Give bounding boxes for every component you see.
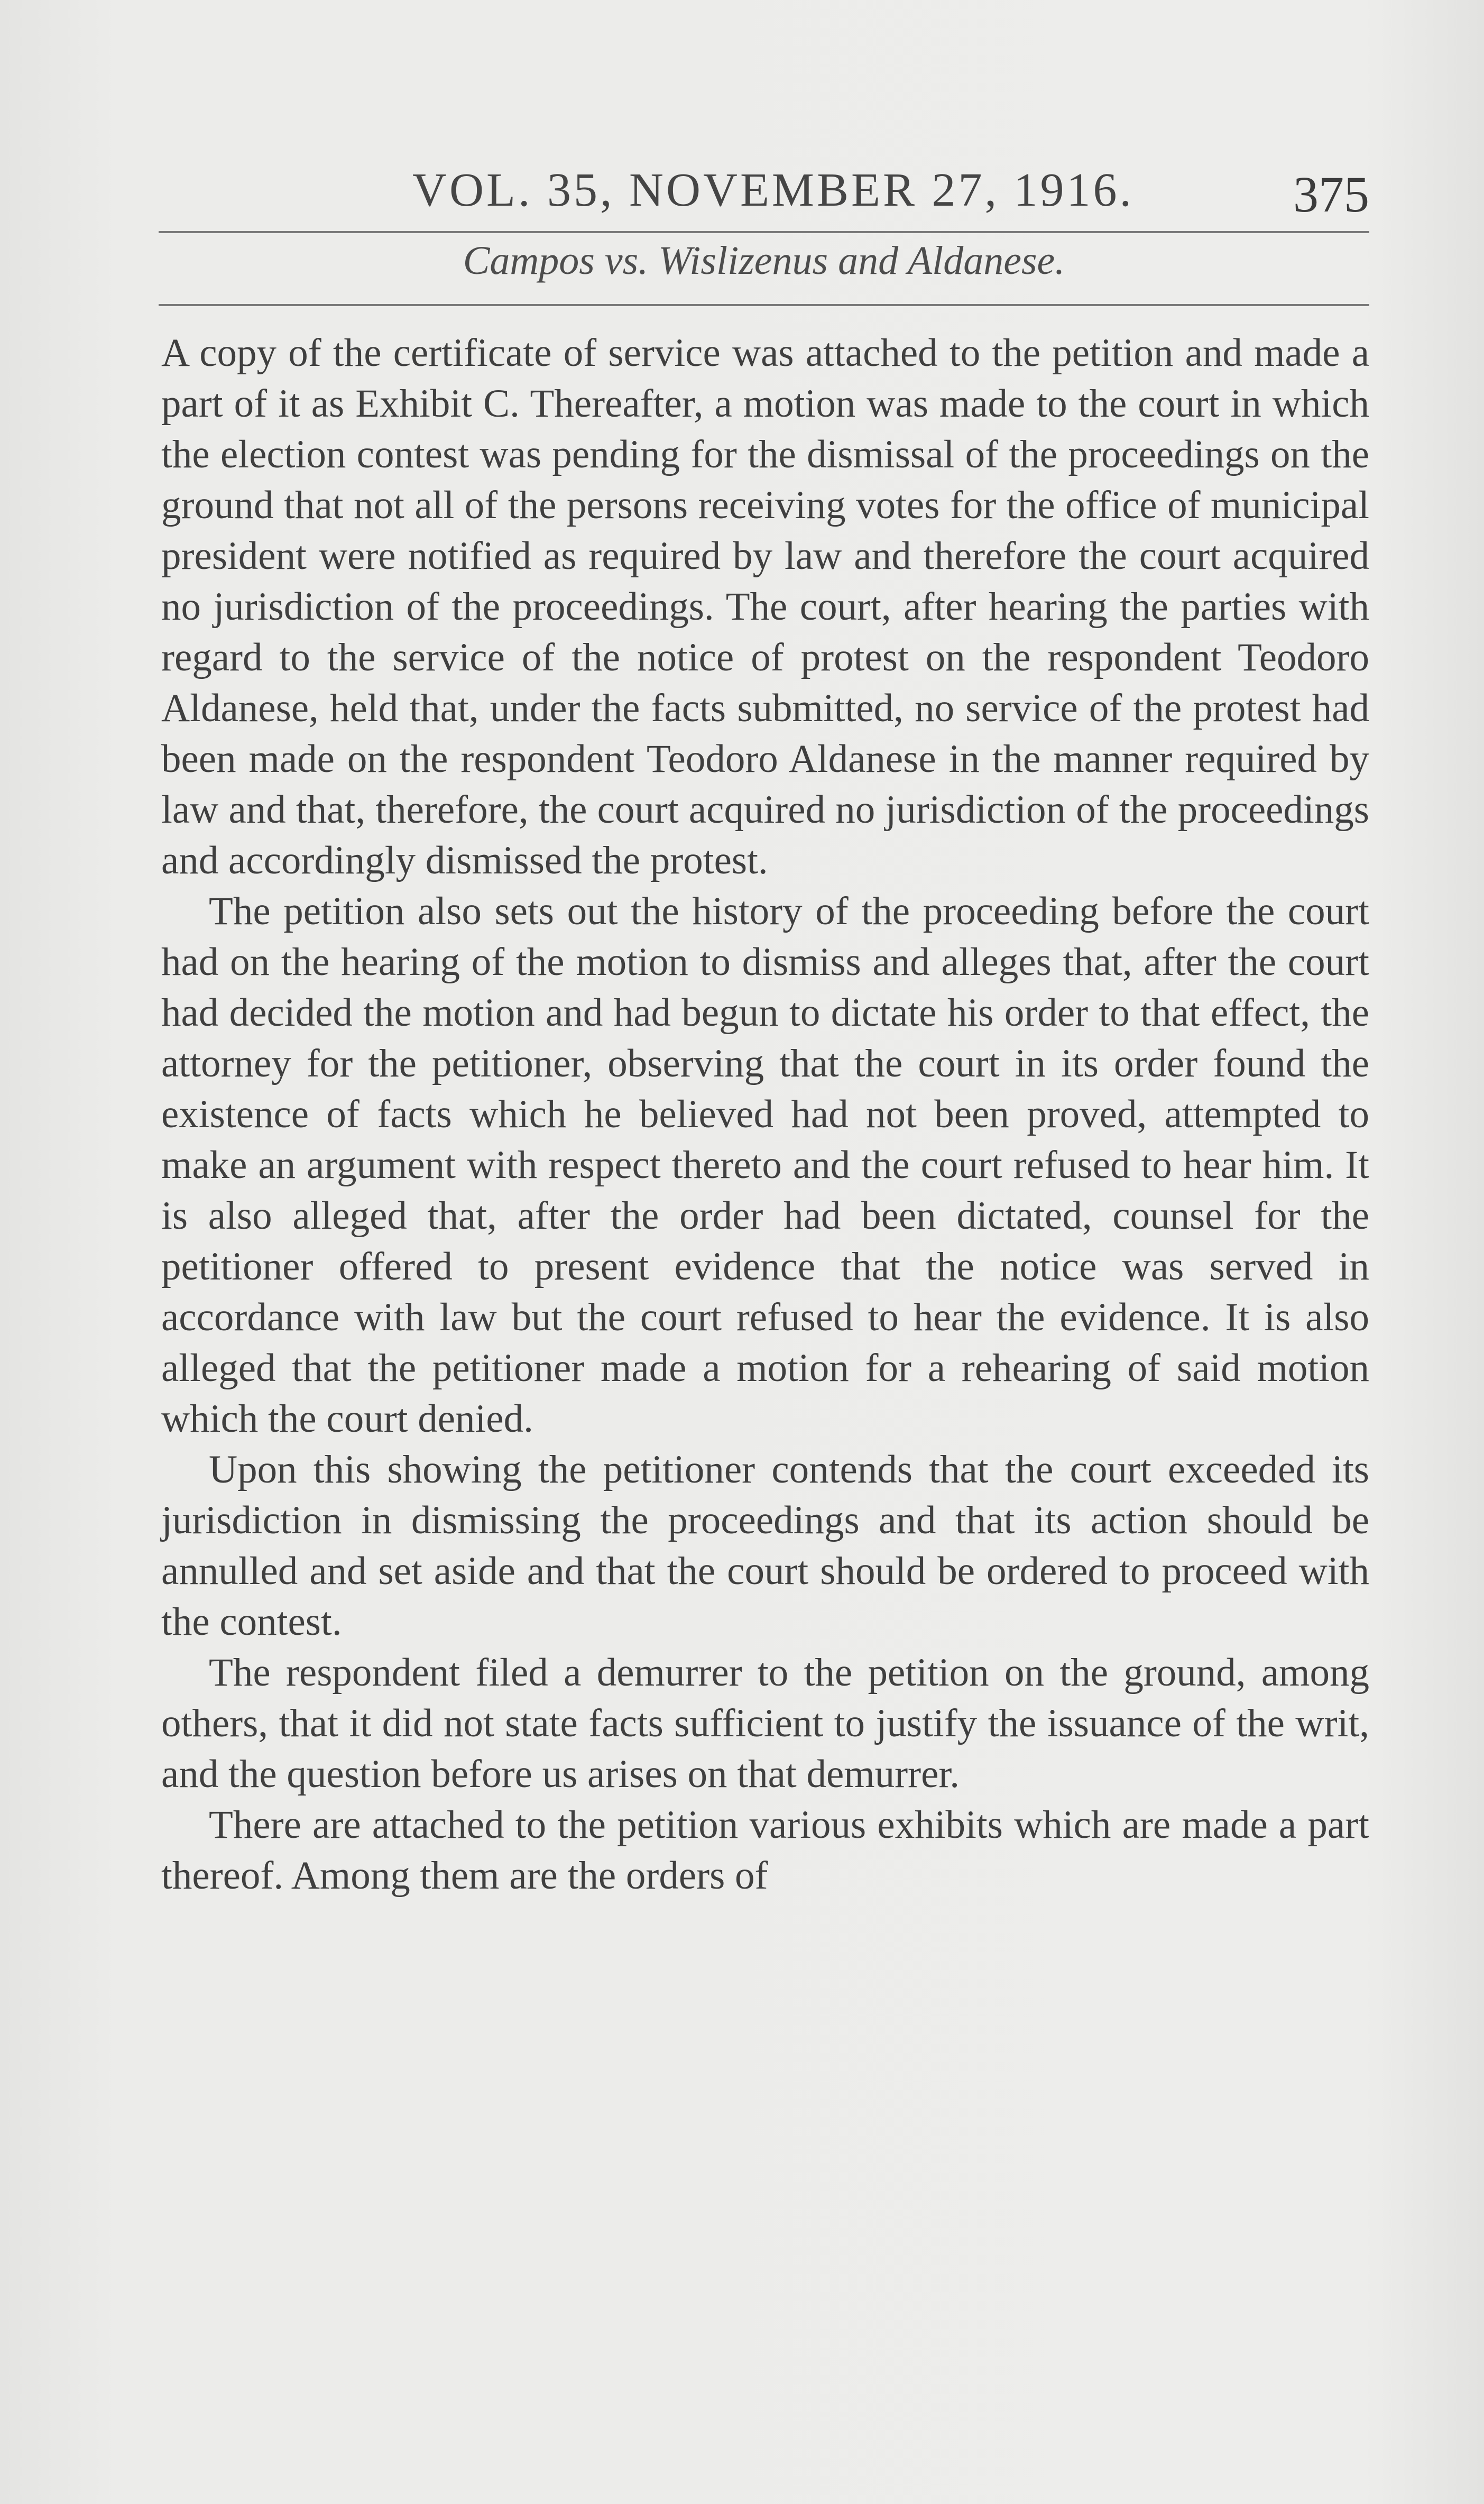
header-rule-top (159, 231, 1369, 233)
case-title: Campos vs. Wislizenus and Aldanese. (463, 238, 1065, 283)
header-rule-bottom (159, 304, 1369, 306)
volume-date-heading: VOL. 35, NOVEMBER 27, 1916. (412, 164, 1134, 216)
paragraph-2: The petition also sets out the history of the proceeding before the court had on the hearing of the motion to dismiss and alleges that, after the court had decided the motion and had begun to dictate his order to that effect, the attorney for the petitioner, observing that the court in its order found the existence of facts which he believed had not been proved, attempted to make an argument with respect thereto and the court refused to hear him. It is also alleged that, after the order had been dictated, counsel for the petitioner offered to present evidence that the notice was served in accordance with law but the court refused to hear the evidence. It is also alleged that the petitioner made a motion for a rehearing of said motion which the court denied. (161, 889, 1369, 1441)
paragraph-4: The respondent filed a demurrer to the petition on the ground, among others, that it did not state facts sufficient to justify the issuance of the writ, and the question before us arises on that demurrer. (161, 1651, 1369, 1796)
running-head (159, 153, 1369, 227)
page-number: 375 (1293, 166, 1369, 223)
paragraph-5: There are attached to the petition various exhibits which are made a part thereof. Among them are the orders of (161, 1803, 1369, 1898)
paragraph-1: A copy of the certificate of service was attached to the petition and made a part of it as Exhibit C. Thereafter, a motion was made to the court in which the election contest was pending for the dismissal of the proceedings on the ground that not all of the persons receiving votes for the office of municipal president were notified as required by law and therefore the court acquired no jurisdiction of the proceedings. The court, after hearing the parties with regard to the service of the notice of protest on the respondent Teodoro Aldanese, held that, under the facts submitted, no service of the protest had been made on the respondent Teodoro Aldanese in the manner required by law and that, therefore, the court acquired no jurisdiction of the proceedings and accordingly dismissed the protest. (161, 331, 1369, 882)
body-text (161, 328, 1369, 1901)
paragraph-3: Upon this showing the petitioner contends that the court exceeded its jurisdiction in dismissing the proceedings and that its action should be annulled and set aside and that the court should be ordered to proceed with the contest. (161, 1448, 1369, 1644)
